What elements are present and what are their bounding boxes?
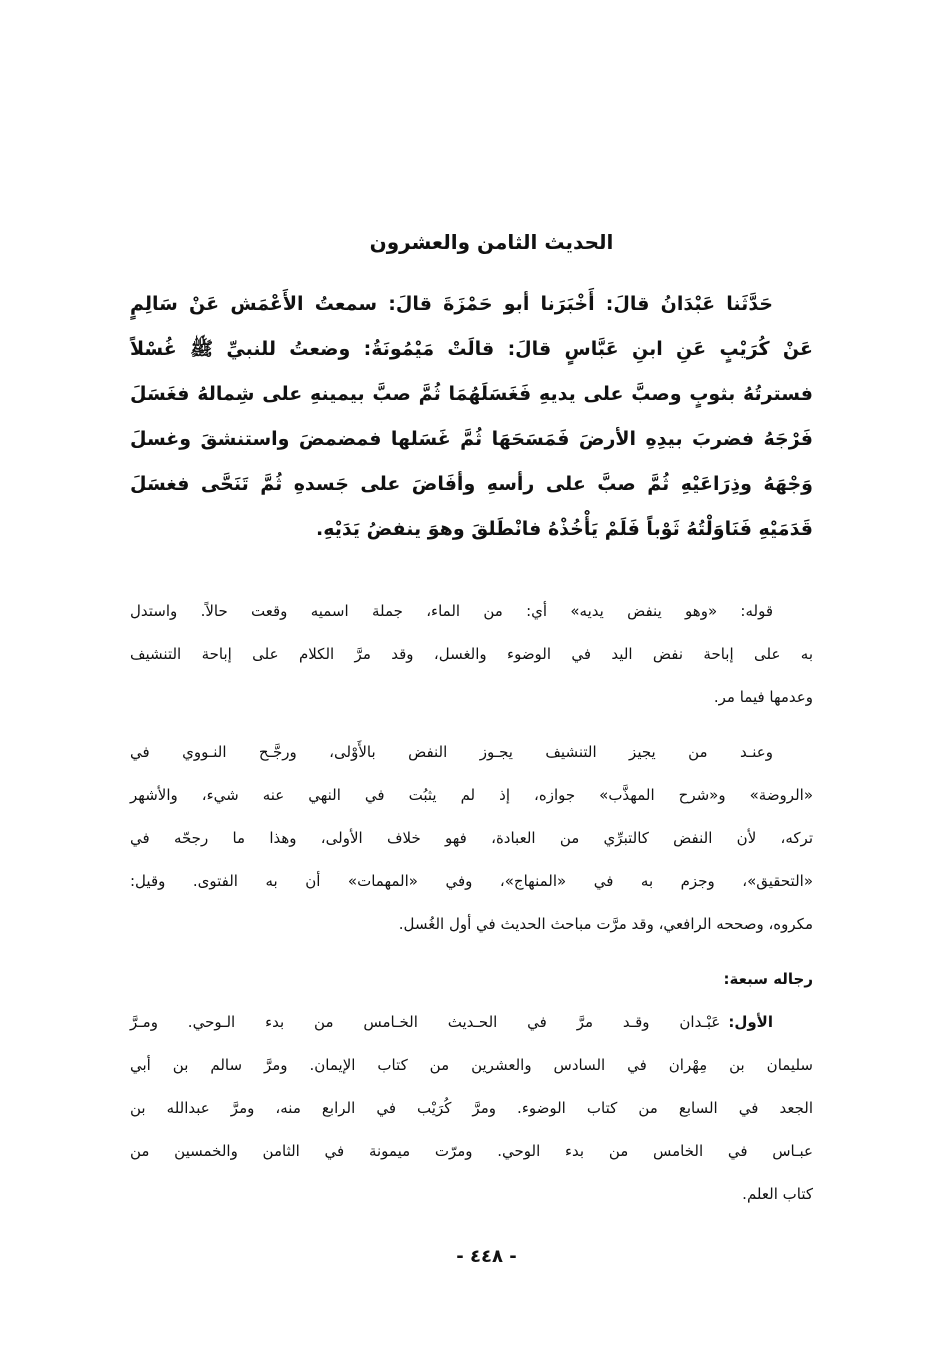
hadith-line: فسترتُهُ بثوبٍ وصبَّ على يديهِ فَغَسَلَهُمَا ثُمَّ صبَّ بيمينهِ على شِمالهُ فغَسَلَ — [130, 383, 813, 405]
commentary-line: وعدمها فيما مر. — [713, 688, 813, 706]
hadith-line: قَدَمَيْهِ فَنَاوَلْتُهُ ثَوْباً فَلَمْ يَأْخُذْهُ فانْطَلقَ وهوَ ينفضُ يَدَيْهِ. — [316, 518, 813, 540]
page-number: - ٤٤٨ - — [456, 1246, 517, 1267]
commentary-line: «التحقيق»، وجزم به في «المنهاج»، وفي «المهمات» أن به الفتوى. وقيل: — [130, 872, 813, 890]
commentary-line: به على إباحة نفض اليد في الوضوء والغسل، وقد مرَّ الكلام على إباحة التنشيف — [130, 645, 813, 663]
commentary-line: تركه، لأن النفض كالتبرِّي من العبادة، فهو خلاف الأولى، وهذا ما رجحّه في — [130, 829, 813, 847]
commentary-line: وعنـد من يجيز التنشيف يجـوز النفض بالأَوْلى، ورجَّـح النـووي في — [130, 743, 773, 761]
narrators-line: الجعد في السابع من كتاب الوضوء. ومرَّ كُرَيْب في الرابع منه، ومرَّ عبدالله بن — [130, 1099, 813, 1117]
commentary-line: «الروضة» و«شرح المهذَّب» جوازه، إذ لم يثبُت في النهي عنه شيء، والأشهر — [130, 786, 813, 804]
narrators-line: عبـاس في الخامس من بدء الوحي. ومرّت ميمونة في الثامن والخمسين من — [130, 1142, 813, 1160]
hadith-line: عَنْ كُرَيْبٍ عَنِ ابنِ عَبَّاسٍ قالَ: قالَتْ مَيْمُونَةُ: وضعتُ للنبيِّ ﷺ غُسْلاً — [130, 338, 813, 360]
hadith-line: فَرْجَهُ فضربَ بيدِهِ الأرضَ فَمَسَحَهَا ثُمَّ غَسَلها فمضمضَ واستنشقَ وغسلَ — [130, 428, 813, 450]
narrators-line: كتاب العلم. — [742, 1185, 813, 1203]
hadith-line: حَدَّثَنا عَبْدَانُ قالَ: أَخْبَرَنا أبو حَمْزَةَ قالَ: سمعتُ الأَعْمَش عَنْ سَالِمٍ — [130, 293, 773, 315]
commentary-line: مكروه، وصححه الرافعي، وقد مرَّت مباحث الحديث في أول الغُسل. — [398, 915, 813, 933]
page-body — [130, 0, 813, 1267]
narrators-line — [130, 1001, 813, 1044]
narrators-line: سليمان بن مِهْران في السادس والعشرين من كتاب الإيمان. ومرَّ سالم بن أبي — [130, 1056, 813, 1074]
commentary-line: قوله: «وهو ينفض يديه» أي: من الماء، جملة اسميه وقعت حالاً. واستدل — [130, 602, 773, 620]
narrators-heading: رجاله سبعة: — [723, 970, 813, 988]
narrators-text: عَبْـدان وقـد مرَّ في الحـديث الخـامس من بدء الـوحي. ومـرَّ — [130, 1013, 721, 1031]
narrators-lead: الأول: — [728, 1013, 773, 1031]
page-title: الحديث الثامن والعشرون — [369, 230, 614, 254]
hadith-line: وَجْهَهُ وذِرَاعَيْهِ ثُمَّ صبَّ على رأسهِ وأفَاضَ على جَسدهِ ثُمَّ تَنَحَّى فغسَلَ — [130, 473, 813, 495]
